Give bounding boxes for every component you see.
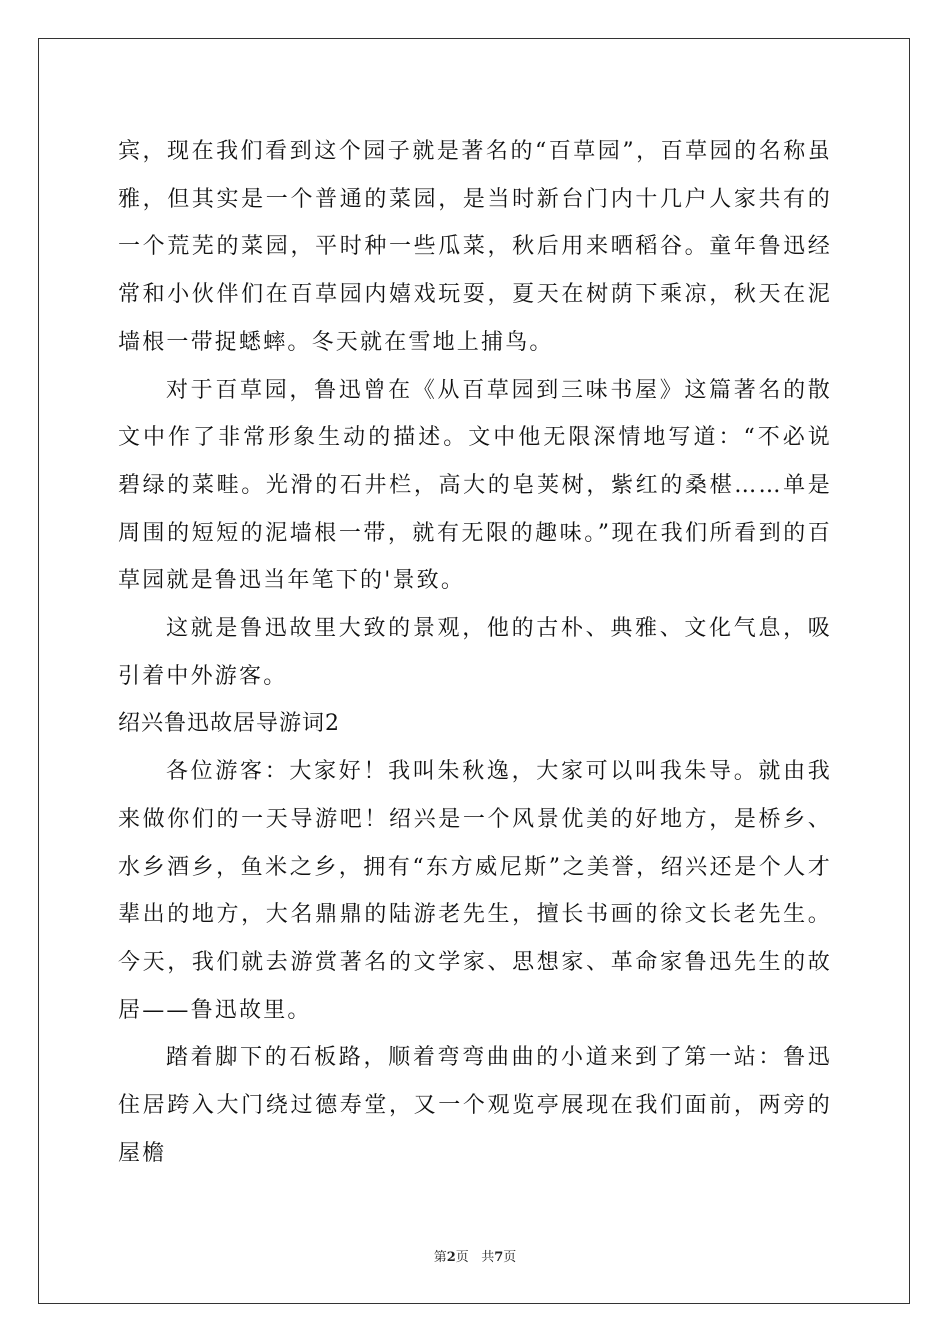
page-footer bbox=[0, 1246, 950, 1265]
section-heading: 绍兴鲁迅故居导游词2 bbox=[118, 711, 340, 737]
paragraph: 踏着脚下的石板路，顺着弯弯曲曲的小道来到了第一站：鲁迅住居跨入大门绕过德寿堂，又一个观览亭展现在我们面前，两旁的屋檐 bbox=[118, 1045, 832, 1166]
paragraph: 对于百草园，鲁迅曾在《从百草园到三味书屋》这篇著名的散文中作了非常形象生动的描述。文中他无限深情地写道：“不必说碧绿的菜畦。光滑的石井栏，高大的皂荚树，紫红的桑椹……单是周围的短短的泥墙根一带，就有无限的趣味。”现在我们所看到的百草园就是鲁迅当年笔下的'景致。 bbox=[118, 377, 832, 594]
footer-total-prefix: 共 bbox=[481, 1250, 495, 1265]
paragraph-continuation: 宾，现在我们看到这个园子就是著名的“百草园”，百草园的名称虽雅，但其实是一个普通的菜园，是当时新台门内十几户人家共有的一个荒芜的菜园，平时种一些瓜菜，秋后用来晒稻谷。童年鲁迅经常和小伙伴们在百草园内嬉戏玩耍，夏天在树荫下乘凉，秋天在泥墙根一带捉蟋蟀。冬天就在雪地上捕鸟。 bbox=[118, 139, 832, 355]
footer-page-suffix: 页 bbox=[455, 1250, 469, 1265]
footer-page-prefix: 第 bbox=[433, 1250, 447, 1265]
paragraph: 这就是鲁迅故里大致的景观，他的古朴、典雅、文化气息，吸引着中外游客。 bbox=[118, 616, 832, 689]
footer-total-suffix: 页 bbox=[503, 1250, 517, 1265]
footer-total-pages: 7 bbox=[494, 1250, 504, 1265]
footer-page-number: 2 bbox=[446, 1250, 456, 1265]
paragraph: 各位游客：大家好！我叫朱秋逸，大家可以叫我朱导。就由我来做你们的一天导游吧！绍兴是一个风景优美的好地方，是桥乡、水乡酒乡，鱼米之乡，拥有“东方威尼斯”之美誉，绍兴还是个人才辈出的地方，大名鼎鼎的陆游老先生，擅长书画的徐文长老先生。今天，我们就去游赏著名的文学家、思想家、革命家鲁迅先生的故居——鲁迅故里。 bbox=[118, 759, 832, 1023]
document-body bbox=[118, 128, 832, 1177]
